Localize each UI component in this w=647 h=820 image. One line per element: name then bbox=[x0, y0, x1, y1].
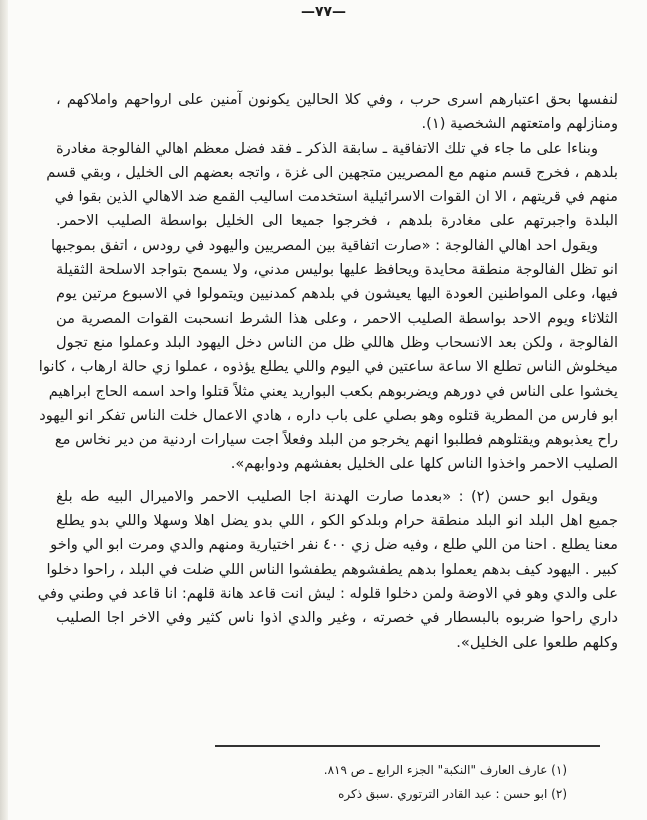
text-line: منهم في قريتهم ، الا ان القوات الاسرائيلية استخدمت اساليب القمع ضد الاهالي الذين بقوا في bbox=[54, 188, 618, 206]
text-line: داري راحوا ضربوه بالبسطار في خصرته ، وغير والدي اذوا ناس كثير وفي الاخر اجا الصليب bbox=[56, 609, 618, 627]
text-line: يخشوا على الناس في دورهم ويضربوهم بكعب البواريد يعني مثلاً قتلوا واحد اسمه الحاج ابراهيم bbox=[48, 382, 618, 400]
text-line: راح يعذبوهم ويقتلوهم فطلبوا انهم يخرجو من البلد وفعلاً اجت سيارات اردنية من دير نخاس مع bbox=[54, 431, 618, 449]
page-number: —٧٧— bbox=[300, 4, 347, 20]
text-line: ومنازلهم وامتعتهم الشخصية (١). bbox=[421, 115, 618, 133]
text-line: وكلهم طلعوا على الخليل». bbox=[456, 633, 618, 651]
text-line: وبناءا على ما جاء في تلك الاتفاقية ـ سابقة الذكر ـ فقد فضل معظم اهالي الفالوجة مغادرة bbox=[56, 139, 598, 157]
text-line: جميع اهل البلد انو البلد منطقة حرام وبلدكو الكو ، اللي بدو يضل اهلا وسهلا واللي بدو يطلع bbox=[56, 512, 618, 530]
text-line: على والدي وهو في الاوضة ولمن دخلوا قلوله : ليش انت قاعد هانة قلهم: انا قاعد في وطني وفي bbox=[37, 584, 618, 602]
text-line: ميخلوش الناس تطلع الا ساعة ساعتين في اليوم واللي يطلع يؤذوه ، عملوا زي حالة ارهاب ، كانوا bbox=[38, 358, 618, 376]
text-line: البلدة واجبرتهم على مغادرة بلدهم ، فخرجوا جميعا الى الخليل بواسطة الصليب الاحمر. bbox=[56, 212, 618, 230]
text-line: الصليب الاحمر واخذوا الناس كلها على الخليل بعفشهم ودوابهم». bbox=[230, 455, 618, 473]
text-line: لنفسها بحق اعتبارهم اسرى حرب ، وفي كلا الحالين يكونون آمنين على ارواحهم واملاكهم ، bbox=[56, 91, 618, 108]
text-line: كبير . اليهود كيف بدهم يعملوا بدهم يطفشوهم يطفشوا الناس اللي ضلت في البلد ، راحوا دخلوا bbox=[46, 560, 618, 578]
text-line: الثلاثاء ويوم الاحد بواسطة الصليب الاحمر ، وعلى هذا الشرط انسحبت القوات المصرية من bbox=[56, 309, 618, 327]
paragraph bbox=[46, 137, 618, 234]
text-line: فيها، وعلى المواطنين العودة اليها يعيشون في بلدهم كمدنيين ويتمولوا في الاسبوع مرتين يوم bbox=[56, 285, 618, 303]
footnote-1: (١) عارف العارف "النكبة" الجزء الرابع ـ ص ٨١٩. bbox=[323, 763, 567, 777]
body-text bbox=[37, 88, 618, 655]
paragraph bbox=[38, 234, 618, 477]
text-line: ويقول احد اهالي الفالوجة : «صارت اتفاقية بين المصريين واليهود في رودس ، اتفق بموجبها bbox=[51, 236, 598, 254]
scan-edge-shadow bbox=[0, 0, 8, 820]
text-line: ابو فارس من المطرية قتلوه وهو بصلي على باب داره ، هادي الاعمال خلت الناس تفكر انو اليهود bbox=[39, 406, 618, 424]
paragraph bbox=[37, 485, 618, 655]
text-line: الفالوجة ، ولكن بعد الانسحاب وظل هاللي ظل من الناس دخل اليهود البلد وعملوا منع تجول bbox=[56, 333, 618, 351]
paragraph bbox=[56, 88, 618, 137]
footnote-divider bbox=[215, 745, 600, 747]
text-line: ويقول ابو حسن (٢) : «بعدما صارت الهدنة اجا الصليب الاحمر والاميرال البيه طه بلغ bbox=[56, 487, 598, 505]
text-line: معنا يطلع . احنا من اللي طلع ، وفيه ضل زي ٤٠٠ نفر اختيارية ومنهم والدي ومرت ابو الي واخو bbox=[50, 536, 618, 554]
text-line: انو تظل الفالوجة منطقة محايدة ويحافظ عليها بوليس مدني، ولا يسمح بتواجد الاسلحة الثقيلة bbox=[56, 261, 618, 279]
footnote-2: (٢) ابو حسن : عبد القادر الترتوري .سبق ذكره bbox=[338, 787, 567, 801]
text-line: بلدهم ، فخرج قسم منهم مع المصريين متجهين الى غزة ، واتجه بعضهم الى الخليل ، وبقي قسم bbox=[46, 163, 618, 181]
